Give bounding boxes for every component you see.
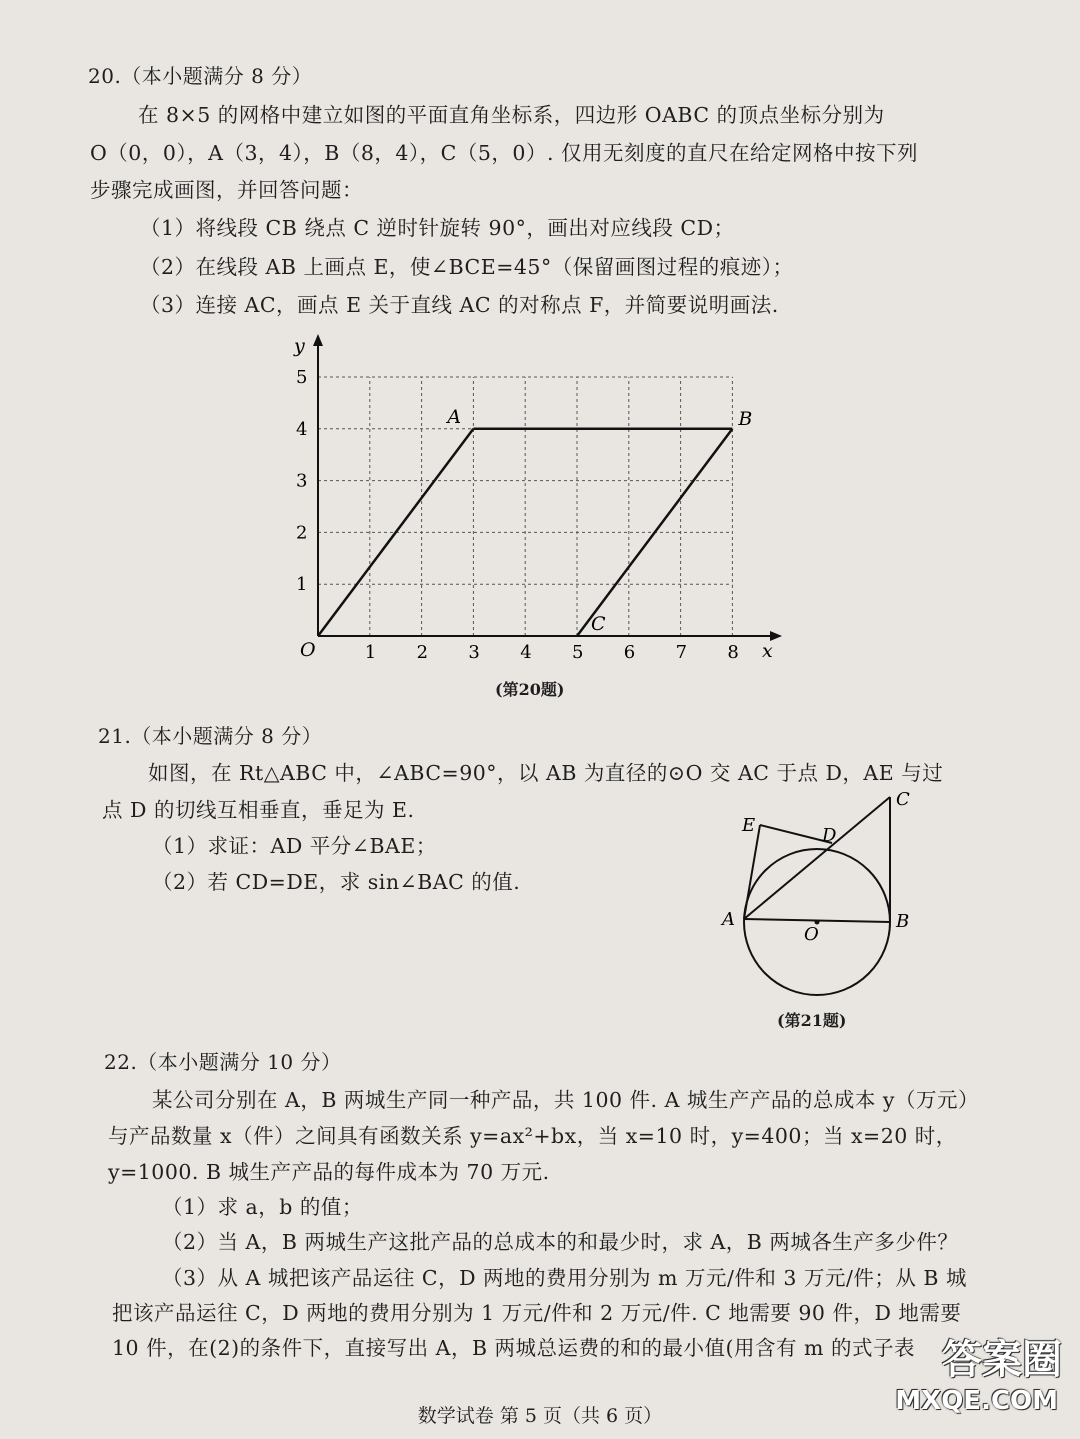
q22-item-3: （3）从 A 城把该产品运往 C，D 两地的费用分别为 m 万元/件和 3 万元/件；从 B 城 xyxy=(162,1266,967,1290)
point-label-a: A xyxy=(447,405,462,428)
x-tick-label: 7 xyxy=(675,642,688,663)
y-tick-label: 2 xyxy=(296,522,308,544)
x-tick-label: 5 xyxy=(572,642,584,663)
origin-label: O xyxy=(300,639,316,661)
segment-ae xyxy=(744,825,760,919)
point-labels xyxy=(445,406,752,635)
label-d: D xyxy=(822,825,837,846)
q22-item-2: （2）当 A，B 两城生产这批产品的总成本的和最少时，求 A，B 两城各生产多少件？ xyxy=(162,1230,959,1254)
x-tick-labels xyxy=(365,642,739,663)
page-footer: 数学试卷 第 5 页（共 6 页） xyxy=(417,1405,663,1427)
q22-line-3: y=1000. B 城生产产品的每件成本为 70 万元. xyxy=(108,1160,550,1184)
q20-item-1: （1）将线段 CB 绕点 C 逆时针旋转 90°，画出对应线段 CD； xyxy=(140,216,735,240)
x-tick-label: 4 xyxy=(520,642,532,663)
q22-line-1: 某公司分别在 A，B 两城生产同一种产品，共 100 件. A 城生产产品的总成本 y（万元） xyxy=(152,1088,980,1112)
x-tick-label: 6 xyxy=(623,642,636,663)
q21-caption: (第21题) xyxy=(777,1011,847,1030)
y-tick-labels xyxy=(296,367,307,595)
x-tick-label: 3 xyxy=(468,642,480,663)
q21-item-2: （2）若 CD=DE，求 sin∠BAC 的值. xyxy=(152,870,521,894)
y-tick-label: 5 xyxy=(296,367,308,388)
watermark-url: MXQE.COM xyxy=(895,1386,1058,1416)
q21-figure xyxy=(712,785,942,1005)
segment-ac xyxy=(744,797,890,919)
label-c: C xyxy=(896,789,910,810)
y-axis-label: y xyxy=(294,335,305,357)
y-axis-arrow xyxy=(313,334,323,346)
y-tick-label: 4 xyxy=(296,418,308,440)
y-tick-label: 3 xyxy=(296,470,308,492)
q20-header: 20.（本小题满分 8 分） xyxy=(88,64,313,88)
q22-line-2: 与产品数量 x（件）之间具有函数关系 y=ax²+bx，当 x=10 时，y=400；当 x=20 时， xyxy=(108,1124,957,1148)
label-a: A xyxy=(722,909,735,930)
q20-grid xyxy=(318,377,732,636)
q22-header: 22.（本小题满分 10 分） xyxy=(104,1050,342,1074)
q20-item-2: （2）在线段 AB 上画点 E，使∠BCE=45°（保留画图过程的痕迹）； xyxy=(140,255,794,279)
q20-line-3: 步骤完成画图，并回答问题： xyxy=(90,178,363,202)
x-tick-label: 2 xyxy=(416,642,429,663)
q20-line-1: 在 8×5 的网格中建立如图的平面直角坐标系，四边形 OABC 的顶点坐标分别为 xyxy=(138,103,885,127)
q20-caption: (第20题) xyxy=(495,680,565,699)
q22-tail-1: 把该产品运往 C，D 两地的费用分别为 1 万元/件和 2 万元/件. C 地需要 90 件，D 地需要 xyxy=(112,1301,962,1325)
label-o: O xyxy=(804,924,819,945)
x-tick-label: 1 xyxy=(364,642,377,663)
q22-item-1: （1）求 a，b 的值； xyxy=(162,1195,363,1219)
x-axis-label: x xyxy=(762,640,773,662)
watermark-logo: 答案圈 xyxy=(942,1337,1062,1383)
point-label-c: C xyxy=(591,613,606,635)
q20-figure xyxy=(280,328,800,708)
q21-item-1: （1）求证：AD 平分∠BAE； xyxy=(152,834,437,858)
watermark xyxy=(892,1328,1062,1428)
y-tick-label: 1 xyxy=(296,574,308,596)
q21-header: 21.（本小题满分 8 分） xyxy=(98,724,323,748)
q20-item-3: （3）连接 AC，画点 E 关于直线 AC 的对称点 F，并简要说明画法. xyxy=(140,293,779,317)
q21-line-1: 如图，在 Rt△ABC 中，∠ABC=90°，以 AB 为直径的⊙O 交 AC 于点 D，AE 与过 xyxy=(148,761,944,785)
q21-line-2: 点 D 的切线互相垂直，垂足为 E. xyxy=(102,798,415,822)
label-e: E xyxy=(742,815,756,836)
x-tick-label: 8 xyxy=(727,642,739,663)
label-b: B xyxy=(896,911,910,932)
q20-line-2: O（0，0），A（3，4），B（8，4），C（5，0）. 仅用无刻度的直尺在给定网格中按下列 xyxy=(90,141,918,165)
q22-tail-2: 10 件，在(2)的条件下，直接写出 A，B 两城总运费的和的最小值(用含有 m 的式子表 xyxy=(112,1336,916,1360)
point-label-b: B xyxy=(738,407,753,430)
